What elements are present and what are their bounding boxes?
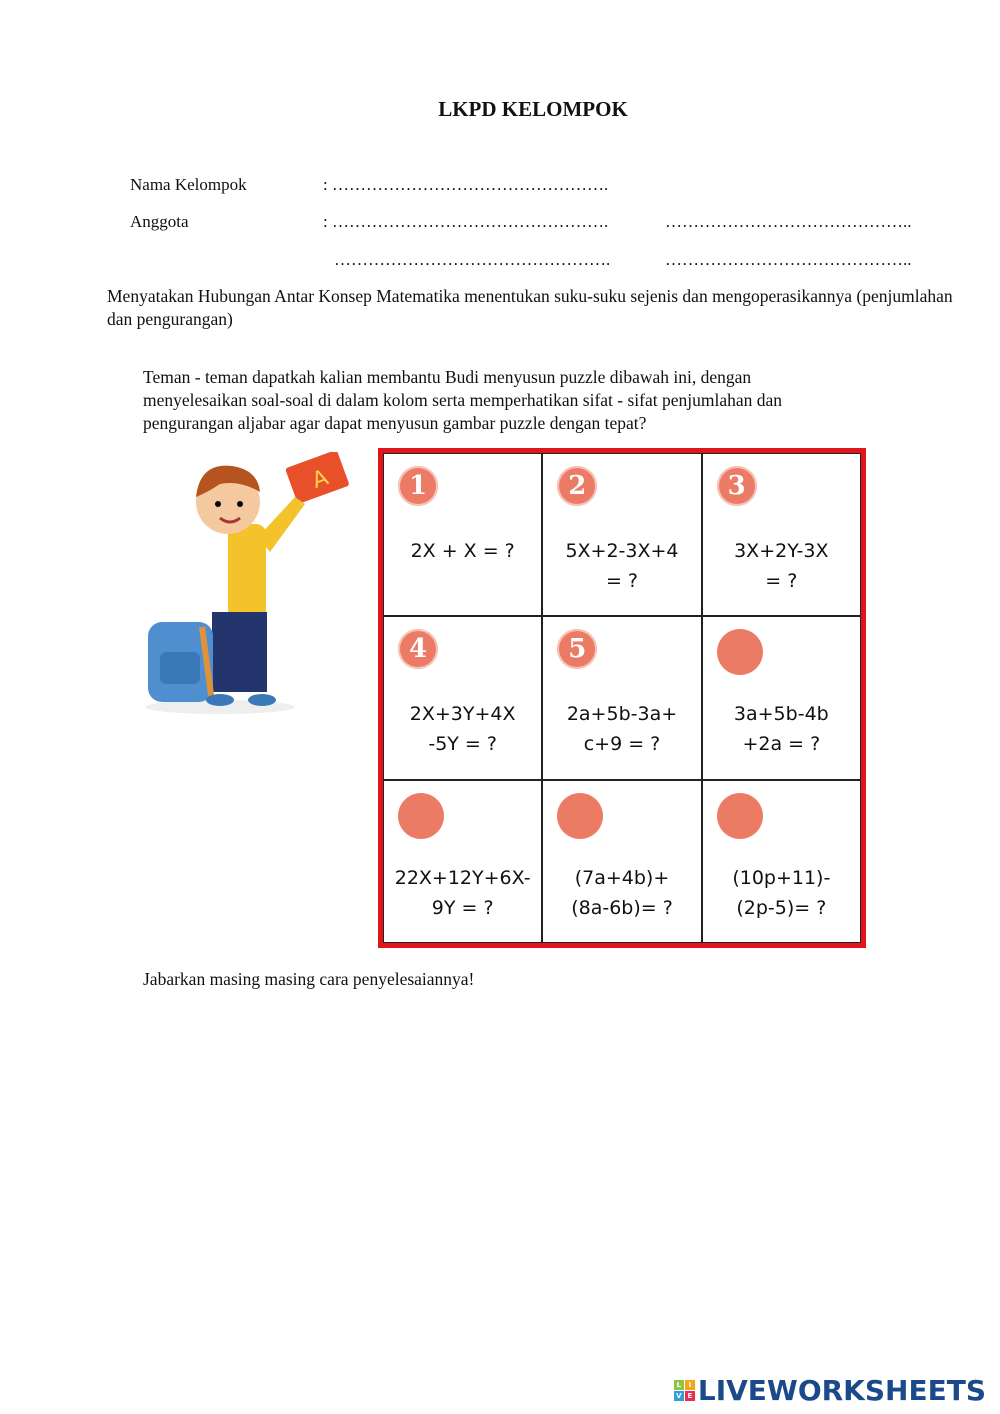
puzzle-cell[interactable] xyxy=(702,453,861,616)
blank-line: …………………………………………. xyxy=(331,175,609,194)
puzzle-cell[interactable] xyxy=(383,453,542,616)
equation-text: 3a+5b-4b +2a = ? xyxy=(733,703,829,756)
number-badge-icon xyxy=(557,793,603,839)
liveworksheets-logo xyxy=(674,1374,986,1407)
puzzle-grid xyxy=(378,448,866,948)
blank-line: …………………………………………. xyxy=(331,212,609,231)
colon: : xyxy=(323,212,328,231)
equation-text: 22X+12Y+6X- 9Y = ? xyxy=(394,866,531,919)
member-field-4[interactable]: …………………………………….. xyxy=(665,250,912,269)
group-name-label: Nama Kelompok xyxy=(130,175,247,194)
number-badge-icon: 1 xyxy=(398,466,438,506)
logo-letter: E xyxy=(685,1391,695,1401)
puzzle-cell[interactable] xyxy=(383,780,542,943)
equation-text: 5X+2-3X+4 = ? xyxy=(565,540,679,592)
card-letter: A xyxy=(309,465,332,494)
puzzle-cell[interactable] xyxy=(542,780,701,943)
logo-letter: L xyxy=(674,1380,684,1390)
number-badge-icon: 5 xyxy=(557,629,597,669)
number-badge-icon: 4 xyxy=(398,629,438,669)
equation-text: 2X+3Y+4X -5Y = ? xyxy=(409,703,516,756)
equation-text: 2X + X = ? xyxy=(410,540,515,562)
equation-text: 2a+5b-3a+ c+9 = ? xyxy=(566,703,678,756)
equation-text: 3X+2Y-3X = ? xyxy=(734,540,829,592)
equation-text: (7a+4b)+ (8a-6b)= ? xyxy=(571,866,673,919)
member-field-1[interactable] xyxy=(323,212,608,232)
member-field-3[interactable]: …………………………………………. xyxy=(334,250,611,269)
number-badge-icon xyxy=(717,793,763,839)
number-badge-icon: 2 xyxy=(557,466,597,506)
boy-with-backpack-illustration xyxy=(140,452,355,717)
number-badge-icon: 3 xyxy=(717,466,757,506)
logo-squares-icon xyxy=(674,1380,695,1401)
page-title: LKPD KELOMPOK xyxy=(438,97,628,121)
group-name-field[interactable] xyxy=(323,175,608,195)
objective-text: Menyatakan Hubungan Antar Konsep Matematika menentukan suku-suku sejenis dan mengoperasikannya (penjumlahan dan pengurangan) xyxy=(107,286,953,329)
instruction-text: Teman - teman dapatkah kalian membantu Budi menyusun puzzle dibawah ini, dengan menyelesaikan soal-soal di dalam kolom serta memperhatikan sifat - sifat penjumlahan dan pengurangan aljabar agar dapat menyusun gambar puzzle dengan tepat? xyxy=(143,367,783,433)
logo-letter: I xyxy=(685,1380,695,1390)
member-field-2[interactable]: …………………………………….. xyxy=(665,212,912,231)
logo-text: LIVEWORKSHEETS xyxy=(697,1374,986,1407)
closing-instruction: Jabarkan masing masing cara penyelesaiannya! xyxy=(143,969,475,989)
puzzle-cell[interactable] xyxy=(542,616,701,779)
number-badge-icon xyxy=(398,793,444,839)
number-badge-icon xyxy=(717,629,763,675)
logo-letter: V xyxy=(674,1391,684,1401)
equation-text: (10p+11)- (2p-5)= ? xyxy=(732,866,831,919)
members-label: Anggota xyxy=(130,212,189,231)
puzzle-cell[interactable] xyxy=(383,616,542,779)
colon: : xyxy=(323,175,328,194)
puzzle-cell[interactable] xyxy=(702,780,861,943)
puzzle-cell[interactable] xyxy=(542,453,701,616)
puzzle-cell[interactable] xyxy=(702,616,861,779)
